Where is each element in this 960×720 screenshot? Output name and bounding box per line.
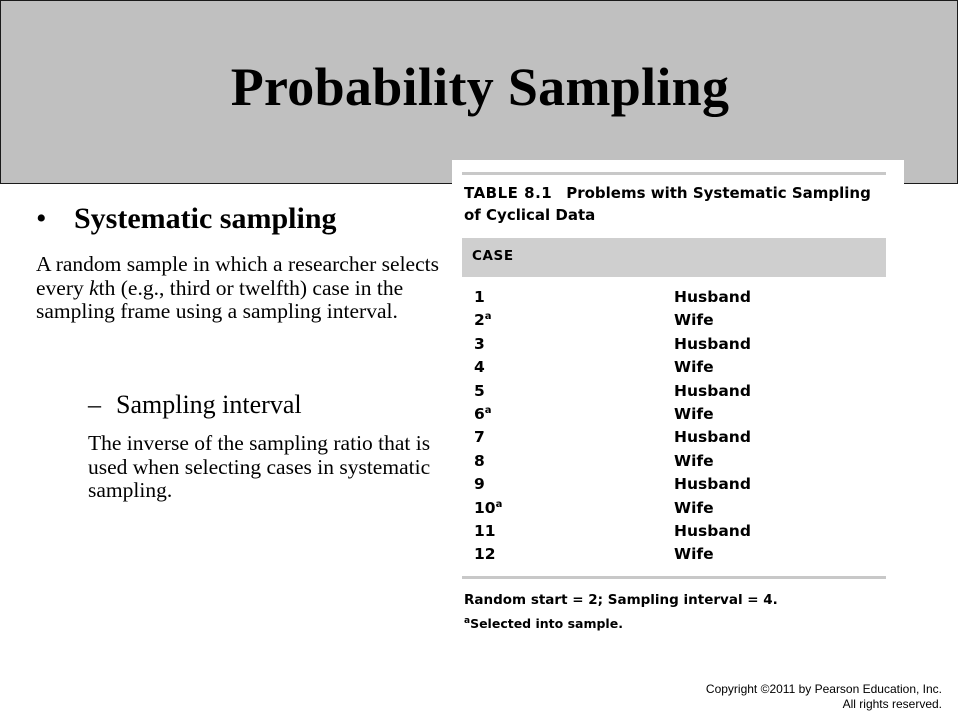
case-number: [474, 452, 485, 470]
case-role: Wife: [674, 358, 714, 377]
table-footnote-start: Random start = 2; Sampling interval = 4.: [464, 592, 778, 608]
case-number-value: 10: [474, 498, 496, 517]
selected-mark: a: [484, 311, 492, 323]
sub-bullet-dash: –: [88, 390, 101, 419]
table-row: [452, 382, 904, 405]
selected-mark: a: [495, 498, 503, 510]
table-row: [452, 288, 904, 311]
column-header-case: CASE: [472, 248, 514, 264]
case-role: Wife: [674, 404, 714, 423]
case-number-value: 6: [474, 405, 485, 424]
table-caption: [464, 182, 884, 226]
case-number-value: 3: [474, 334, 485, 353]
slide-title: Probability Sampling: [230, 57, 730, 117]
table-row: [452, 428, 904, 451]
table-title: Problems with Systematic Sampling of Cyclical Data: [464, 184, 871, 224]
table-row: [452, 499, 904, 522]
case-role: Husband: [674, 288, 751, 306]
table-row: [452, 452, 904, 475]
bullet-dot: •: [36, 202, 47, 235]
table-footnote-selected: [464, 616, 623, 631]
table-row: [452, 335, 904, 358]
case-number: [474, 545, 496, 563]
selected-mark: a: [484, 404, 492, 416]
table-row: [452, 405, 904, 428]
copyright-notice: [706, 682, 942, 712]
definition-part-1: A random sample in which a researcher selects every: [36, 252, 439, 300]
case-number: [474, 475, 485, 493]
case-number: [474, 358, 485, 376]
table-header-band: [462, 238, 886, 277]
case-number-value: 12: [474, 545, 496, 564]
bullet-systematic-sampling: [36, 202, 337, 236]
footnote-text: Selected into sample.: [470, 616, 623, 632]
definition-part-3: th (e.g., third or twelfth) case in the sampling frame using a sampling interval.: [36, 275, 404, 323]
table-top-rule: [462, 172, 886, 175]
table-row: [452, 545, 904, 568]
footnote-mark: a: [464, 616, 471, 626]
sub-bullet-sampling-interval: [88, 390, 302, 420]
case-number: [474, 405, 492, 423]
case-role: Wife: [674, 451, 714, 470]
case-role: Wife: [674, 545, 714, 564]
sub-bullet-heading: Sampling interval: [116, 390, 302, 419]
table-body: [452, 288, 904, 569]
table-figure: [452, 160, 904, 632]
case-number-value: 5: [474, 381, 485, 400]
bullet-heading: Systematic sampling: [74, 202, 337, 235]
case-number-value: 7: [474, 428, 485, 447]
case-number: [474, 428, 485, 446]
case-role: Wife: [674, 498, 714, 517]
case-number-value: 2: [474, 311, 485, 330]
case-number: [474, 382, 485, 400]
case-role: Husband: [674, 521, 751, 540]
table-row: [452, 522, 904, 545]
case-role: Husband: [674, 475, 751, 494]
table-row: [452, 358, 904, 381]
table-label: TABLE 8.1: [464, 184, 553, 202]
case-number: [474, 335, 485, 353]
table-row: [452, 475, 904, 498]
case-number-value: 9: [474, 475, 485, 494]
case-number-value: 8: [474, 451, 485, 470]
copyright-line-2: All rights reserved.: [842, 697, 942, 711]
case-role: Husband: [674, 334, 751, 353]
case-number: [474, 288, 485, 306]
copyright-line-1: Copyright ©2011 by Pearson Education, Inc.: [705, 682, 942, 696]
case-number: [474, 499, 502, 517]
case-number-value: 11: [474, 521, 496, 540]
table-row: [452, 311, 904, 334]
definition-k: k: [89, 275, 99, 300]
case-number-value: 4: [474, 358, 485, 377]
systematic-sampling-definition: [36, 253, 446, 324]
case-number-value: 1: [474, 288, 485, 306]
case-number: [474, 522, 496, 540]
case-role: Wife: [674, 311, 714, 330]
sampling-interval-definition: The inverse of the sampling ratio that is used when selecting cases in systematic sampling.: [88, 431, 431, 502]
table-bottom-rule: [462, 576, 886, 579]
case-role: Husband: [674, 428, 751, 447]
case-role: Husband: [674, 381, 751, 400]
case-number: [474, 311, 492, 329]
